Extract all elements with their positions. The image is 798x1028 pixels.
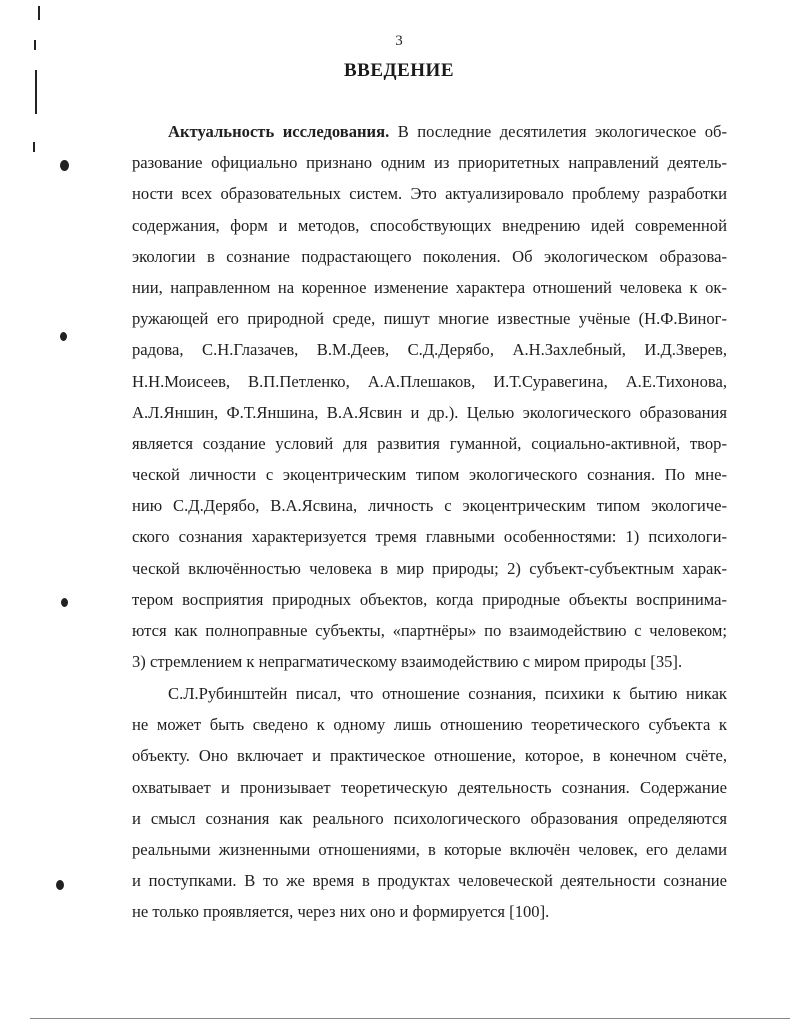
text-line: не только проявляется, через них оно и формируется [100]. <box>132 902 550 922</box>
paragraph-lead: Актуальность исследования. <box>168 122 390 141</box>
text-line: ности всех образовательных систем. Это актуализировало проблему разработки <box>132 184 727 204</box>
punch-hole-mark <box>56 880 64 890</box>
text-line: охватывает и пронизывает теоретическую деятельность сознания. Содержание <box>132 777 727 797</box>
text-line: 3) стремлением к непрагматическому взаимодействию с миром природы [35]. <box>132 652 683 672</box>
text-line: А.Л.Яншин, Ф.Т.Яншина, В.А.Ясвин и др.). Целью экологического образования <box>132 402 727 422</box>
punch-hole-mark <box>60 160 69 171</box>
text-line: Актуальность исследования. В последние десятилетия экологическое об- <box>168 122 727 141</box>
text-line: разование официально признано одним из приоритетных направлений деятель- <box>132 153 727 173</box>
text-line: С.Л.Рубинштейн писал, что отношение сознания, психики к бытию никак <box>168 684 727 703</box>
page-number: 3 <box>395 33 403 49</box>
punch-hole-mark <box>60 332 67 341</box>
text-line: ческой включённостью человека в мир природы; 2) субъект-субъектным харак- <box>132 558 727 578</box>
text-line: тером восприятия природных объектов, когда природные объекты воспринима- <box>132 589 727 609</box>
paragraph-1 <box>132 116 727 677</box>
text-line: ческой личности с экоцентрическим типом экологического сознания. По мне- <box>132 465 727 485</box>
text-line: объекту. Оно включает и практическое отношение, которое, в конечном счёте, <box>132 746 727 766</box>
text-line: Н.Н.Моисеев, В.П.Петленко, А.А.Плешаков, И.Т.Суравегина, А.Е.Тихонова, <box>132 371 727 391</box>
text-line: реальными жизненными отношениями, в которые включён человек, его делами <box>132 839 727 859</box>
text-line: и поступками. В то же время в продуктах человеческой деятельности сознание <box>132 871 727 891</box>
text-line: ются как полноправные субъекты, «партнёры» по взаимодействию с человеком; <box>132 621 727 640</box>
punch-hole-mark <box>61 598 68 607</box>
text-line: нии, направленном на коренное изменение характера отношений человека к ок- <box>132 277 727 297</box>
text-line: ского сознания характеризуется тремя главными особенностями: 1) психологи- <box>132 527 727 547</box>
text-line: радова, С.Н.Глазачев, В.М.Деев, С.Д.Дерябо, А.Н.Захлебный, И.Д.Зверев, <box>132 340 727 360</box>
scan-mark <box>33 142 35 152</box>
text-line: является создание условий для развития гуманной, социально-активной, твор- <box>132 433 727 453</box>
scan-edge-line <box>30 1018 790 1019</box>
text-line: нию С.Д.Дерябо, В.А.Ясвина, личность с экоцентрическим типом экологиче- <box>132 496 727 516</box>
text-line: не может быть сведено к одному лишь отношению теоретического субъекта к <box>132 715 727 735</box>
text-line: экологии в сознание подрастающего поколения. Об экологическом образова- <box>132 246 727 266</box>
text-line: и смысл сознания как реального психологического образования определяются <box>132 808 727 828</box>
text-line: ружающей его природной среде, пишут многие известные учёные (Н.Ф.Виног- <box>132 309 727 329</box>
scan-mark <box>38 6 40 20</box>
section-heading: ВВЕДЕНИЕ <box>344 60 454 81</box>
text-line: содержания, форм и методов, способствующих внедрению идей современной <box>132 215 727 235</box>
paragraph-2 <box>132 678 727 928</box>
